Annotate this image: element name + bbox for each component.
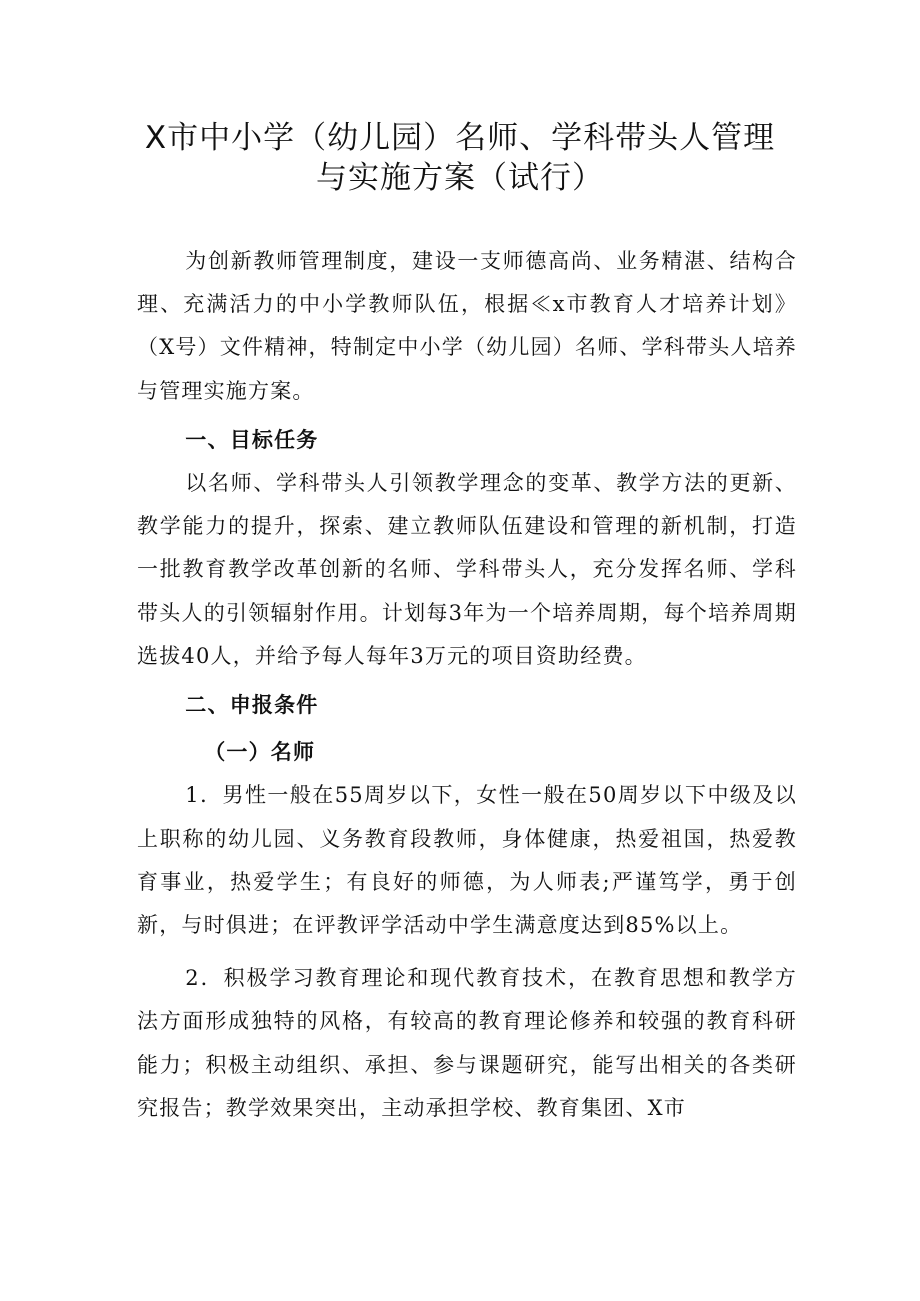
document-title-line-2: 与实施方案（试行）: [316, 160, 604, 196]
document-title-line-1: X市中小学（幼儿园）名师、学科带头人管理: [144, 120, 776, 156]
section-heading-conditions: 二、申报条件: [185, 693, 319, 718]
subsection-heading-famous-teacher: （一）名师: [204, 740, 316, 765]
intro-paragraph: 为创新教师管理制度，建设一支师德高尚、业务精湛、结构合理、充满活力的中小学教师队伍，根据≪x市教育人才培养计划》（X号）文件精神，特制定中小学（幼儿园）名师、学科带头人培养与管理实施方案。: [137, 249, 797, 403]
condition-item-2: 2．积极学习教育理论和现代教育技术，在教育思想和教学方法方面形成独特的风格，有较高的教育理论修养和较强的教育科研能力；积极主动组织、承担、参与课题研究，能写出相关的各类研究报告；教学效果突出，主动承担学校、教育集团、X市: [137, 966, 797, 1120]
document-body: [137, 240, 797, 1130]
section-heading-goals: 一、目标任务: [185, 427, 319, 452]
condition-item-1: 1．男性一般在55周岁以下，女性一般在50周岁以下中级及以上职称的幼儿园、义务教育段教师，身体健康，热爱祖国，热爱教育事业，热爱学生；有良好的师德，为人师表;严谨笃学，勇于创新，与时俱进；在评教评学活动中学生满意度达到85%以上。: [137, 783, 797, 938]
goals-paragraph: 以名师、学科带头人引领教学理念的变革、教学方法的更新、教学能力的提升，探索、建立教师队伍建设和管理的新机制，打造一批教育教学改革创新的名师、学科带头人，充分发挥名师、学科带头人的引领辐射作用。计划每3年为一个培养周期，每个培养周期选拔40人，并给予每人每年3万元的项目资助经费。: [137, 471, 797, 668]
